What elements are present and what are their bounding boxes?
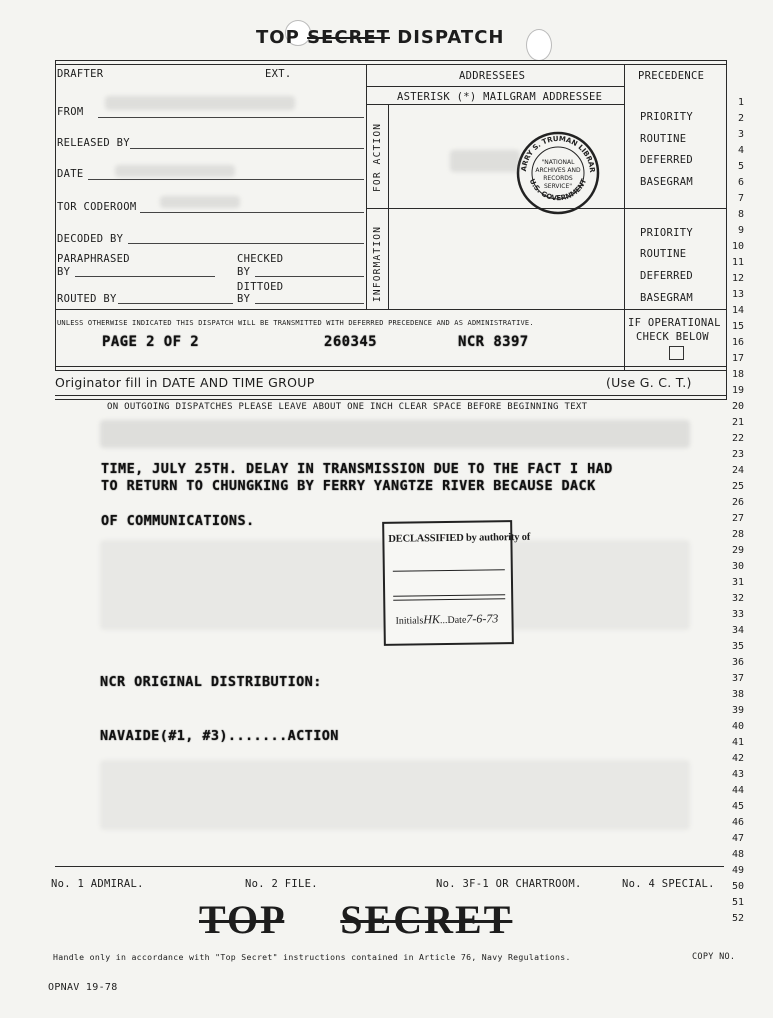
decoded-by-field xyxy=(128,243,364,244)
form-column-divider xyxy=(366,64,367,309)
line-number: 27 xyxy=(731,513,744,524)
declassified-title: DECLASSIFIED by authority of xyxy=(388,531,531,545)
form-top-line-2 xyxy=(55,64,727,65)
ncr-number: NCR 8397 xyxy=(458,334,529,350)
line-number: 42 xyxy=(731,753,744,764)
released-by-label: RELEASED BY xyxy=(57,137,130,149)
line-number: 7 xyxy=(737,193,744,204)
line-number: 22 xyxy=(731,433,744,444)
form-left-border xyxy=(55,60,56,370)
copy-no-label: COPY NO. xyxy=(692,952,736,962)
line-number: 40 xyxy=(731,721,744,732)
from-label: FROM xyxy=(57,106,84,118)
line-number: 52 xyxy=(731,913,744,924)
tor-coderoom-label: TOR CODEROOM xyxy=(57,201,137,213)
transmit-note: UNLESS OTHERWISE INDICATED THIS DISPATCH WILL BE TRANSMITTED WITH DEFERRED PRECEDENCE AND AS ADMINISTRATIVE. xyxy=(57,319,534,327)
distribution-line: NAVAIDE(#1, #3).......ACTION xyxy=(100,728,339,744)
line-number: 1 xyxy=(737,97,744,108)
line-number: 46 xyxy=(731,817,744,828)
addressees-label: ADDRESSEES xyxy=(459,70,526,82)
information-label: INFORMATION xyxy=(372,225,383,302)
line-number: 39 xyxy=(731,705,744,716)
check-below-label: CHECK BELOW xyxy=(636,331,709,343)
line-number: 16 xyxy=(731,337,744,348)
page-title xyxy=(256,27,504,48)
archive-stamp-seal xyxy=(516,131,600,215)
message-line-3: OF COMMUNICATIONS. xyxy=(101,513,255,529)
line-number: 21 xyxy=(731,417,744,428)
routed-by-label: ROUTED BY xyxy=(57,293,117,305)
declassified-initials-row: InitialsHK...Date7-6-73 xyxy=(395,611,499,627)
originator-line-2 xyxy=(55,399,727,400)
line-number: 32 xyxy=(731,593,744,604)
line-number: 12 xyxy=(731,273,744,284)
line-number: 51 xyxy=(731,897,744,908)
handle-note: Handle only in accordance with "Top Secret" instructions contained in Article 76, Navy Regulations. xyxy=(53,952,571,962)
bleed-through xyxy=(100,420,690,448)
form-top-line xyxy=(55,60,727,61)
line-number: 30 xyxy=(731,561,744,572)
distribution-header: NCR ORIGINAL DISTRIBUTION: xyxy=(100,674,322,690)
stamp-center-line-4: SERVICE" xyxy=(543,183,573,190)
initials-value: HK xyxy=(423,612,441,627)
precedence-divider xyxy=(624,64,625,370)
redacted-from-value xyxy=(105,96,295,110)
top-secret-banner xyxy=(199,896,512,943)
line-number: 17 xyxy=(731,353,744,364)
originator-line xyxy=(55,395,727,396)
declassified-line-3 xyxy=(393,598,505,601)
title-top: TOP xyxy=(256,27,300,48)
precedence-info-deferred: DEFERRED xyxy=(640,270,693,282)
line-number: 23 xyxy=(731,449,744,460)
line-number: 49 xyxy=(731,865,744,876)
stamp-bottom-text: U.S. GOVERNMENT xyxy=(527,177,589,203)
copy-chartroom: No. 3F-1 OR CHARTROOM. xyxy=(436,878,582,890)
line-number: 44 xyxy=(731,785,744,796)
transmit-line xyxy=(55,366,727,367)
checked-by-label: BY xyxy=(237,266,251,278)
banner-top-struck: TOP xyxy=(199,897,285,942)
line-number: 43 xyxy=(731,769,744,780)
date-field xyxy=(88,179,364,180)
paraphrased-label: PARAPHRASED xyxy=(57,253,130,265)
faded-date-value xyxy=(115,165,235,177)
precedence-label: PRECEDENCE xyxy=(638,70,705,82)
line-number: 9 xyxy=(737,225,744,236)
form-id: OPNAV 19-78 xyxy=(48,982,118,993)
line-number: 20 xyxy=(731,401,744,412)
precedence-action-basegram: BASEGRAM xyxy=(640,176,693,188)
declassified-line-1 xyxy=(393,569,505,572)
date-value: 7-6-73 xyxy=(466,611,499,626)
use-gct-label: (Use G. C. T.) xyxy=(606,375,692,390)
line-number: 29 xyxy=(731,545,744,556)
precedence-action-routine: ROUTINE xyxy=(640,133,687,145)
form-column-divider-2 xyxy=(388,104,389,309)
precedence-info-priority: PRIORITY xyxy=(640,227,693,239)
copy-admiral: No. 1 ADMIRAL. xyxy=(51,878,144,890)
checked-field xyxy=(255,276,364,277)
declassified-line-2 xyxy=(393,594,505,597)
stamp-top-text: ARRY S. TRUMAN LIBRAR xyxy=(519,134,597,173)
transmit-line-2 xyxy=(55,370,727,371)
outgoing-note: ON OUTGOING DISPATCHES PLEASE LEAVE ABOUT ONE INCH CLEAR SPACE BEFORE BEGINNING TEXT xyxy=(107,402,588,412)
if-operational-label: IF OPERATIONAL xyxy=(628,317,721,329)
faded-addressee-text xyxy=(450,150,520,172)
released-by-field xyxy=(130,148,364,149)
line-number: 38 xyxy=(731,689,744,700)
routed-by-field xyxy=(118,303,233,304)
tor-coderoom-field xyxy=(140,212,364,213)
line-number: 28 xyxy=(731,529,744,540)
line-number: 45 xyxy=(731,801,744,812)
punch-hole xyxy=(526,29,552,61)
line-number: 18 xyxy=(731,369,744,380)
form-lower-line xyxy=(55,309,727,310)
footer-rule xyxy=(55,866,724,867)
asterisk-row-line xyxy=(366,104,624,105)
line-number: 13 xyxy=(731,289,744,300)
header-row-line xyxy=(366,86,624,87)
dittoed-label: DITTOED xyxy=(237,281,284,293)
date-time-group: 260345 xyxy=(324,334,377,350)
date-label: Date xyxy=(447,614,467,627)
line-number: 41 xyxy=(731,737,744,748)
line-number: 11 xyxy=(731,257,744,268)
copy-special: No. 4 SPECIAL. xyxy=(622,878,715,890)
line-number: 25 xyxy=(731,481,744,492)
line-number: 34 xyxy=(731,625,744,636)
dittoed-field xyxy=(255,303,364,304)
line-number: 6 xyxy=(737,177,744,188)
line-number: 14 xyxy=(731,305,744,316)
title-secret-struck: SECRET xyxy=(307,27,390,48)
message-line-1: TIME, JULY 25TH. DELAY IN TRANSMISSION DUE TO THE FACT I HAD xyxy=(101,461,613,477)
line-number: 33 xyxy=(731,609,744,620)
title-dispatch: DISPATCH xyxy=(397,27,505,48)
line-number: 8 xyxy=(737,209,744,220)
for-action-label: FOR ACTION xyxy=(372,122,383,192)
line-number: 19 xyxy=(731,385,744,396)
originator-label: Originator fill in DATE AND TIME GROUP xyxy=(55,375,315,390)
stamp-center-line-3: RECORDS xyxy=(543,175,573,182)
archive-stamp xyxy=(516,131,600,215)
line-number: 4 xyxy=(737,145,744,156)
paraphrased-field xyxy=(75,276,215,277)
line-number: 10 xyxy=(731,241,744,252)
faded-tor-value xyxy=(160,196,240,208)
operational-checkbox[interactable] xyxy=(669,346,684,360)
line-number: 36 xyxy=(731,657,744,668)
checked-label: CHECKED xyxy=(237,253,284,265)
line-number: 31 xyxy=(731,577,744,588)
line-number: 3 xyxy=(737,129,744,140)
line-number: 35 xyxy=(731,641,744,652)
date-label: DATE xyxy=(57,168,84,180)
line-number: 50 xyxy=(731,881,744,892)
drafter-label: DRAFTER xyxy=(57,68,104,80)
precedence-action-priority: PRIORITY xyxy=(640,111,693,123)
declassified-stamp xyxy=(382,520,531,646)
line-number: 26 xyxy=(731,497,744,508)
line-number: 47 xyxy=(731,833,744,844)
dittoed-by-label: BY xyxy=(237,293,251,305)
from-field xyxy=(98,117,364,118)
line-number: 37 xyxy=(731,673,744,684)
ext-label: EXT. xyxy=(265,68,292,80)
initials-label: Initials xyxy=(395,615,424,627)
precedence-info-basegram: BASEGRAM xyxy=(640,292,693,304)
asterisk-note: ASTERISK (*) MAILGRAM ADDRESSEE xyxy=(397,91,603,103)
stamp-center-line-1: "NATIONAL xyxy=(541,159,575,166)
banner-secret-struck: SECRET xyxy=(340,897,513,942)
stamp-center-line-2: ARCHIVES AND xyxy=(535,167,581,174)
bleed-through xyxy=(100,760,690,830)
message-line-2: TO RETURN TO CHUNGKING BY FERRY YANGTZE RIVER BECAUSE DACK xyxy=(101,478,596,494)
precedence-info-routine: ROUTINE xyxy=(640,248,687,260)
line-number: 24 xyxy=(731,465,744,476)
copy-file: No. 2 FILE. xyxy=(245,878,318,890)
line-number: 48 xyxy=(731,849,744,860)
page-number: PAGE 2 OF 2 xyxy=(102,334,200,350)
paraphrased-by-label: BY xyxy=(57,266,71,278)
decoded-by-label: DECODED BY xyxy=(57,233,124,245)
line-number: 5 xyxy=(737,161,744,172)
line-number: 2 xyxy=(737,113,744,124)
precedence-action-deferred: DEFERRED xyxy=(640,154,693,166)
line-number: 15 xyxy=(731,321,744,332)
